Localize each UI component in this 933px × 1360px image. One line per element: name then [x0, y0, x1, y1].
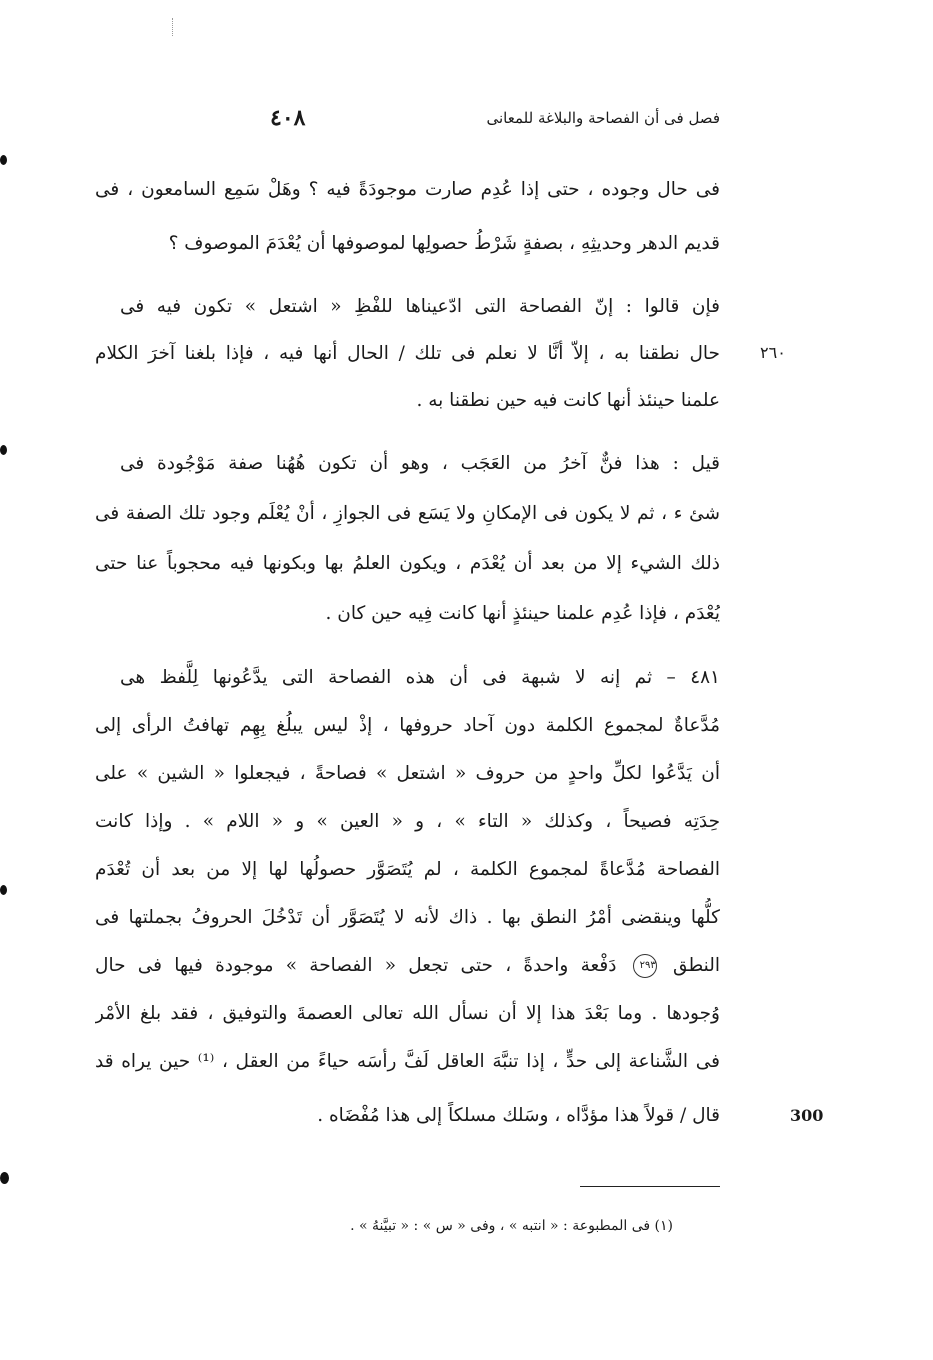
page-number: ٤٠٨: [270, 105, 306, 131]
scan-edge-mark: [0, 155, 7, 165]
scan-edge-mark: [0, 445, 7, 455]
margin-page-ref: 300: [790, 1106, 824, 1125]
footnote: (١) فى المطبوعة : « انتبه » ، وفى « س » : « تبيَّنهُ » .: [350, 1218, 673, 1234]
scan-edge-mark: [0, 885, 7, 895]
footnote-divider: [580, 1186, 720, 1187]
text-line: قيل : هذا فنٌّ آخرُ من العَجَب ، وهو أن تكون هُهُنا صفة مَوْجُودة فى: [120, 453, 720, 474]
text-line: فى الشَّناعة إلى حدٍّ ، إذا تنبَّهَ العاقل لَفَّ رأسَه حياءً من العقل ، ⁽¹⁾ حين يراه قد: [95, 1051, 720, 1072]
text-line: ٤٨١ – ثم إنه لا شبهة فى أن هذه الفصاحة التى يدَّعُونها لِلَّفظ هى: [120, 667, 720, 688]
line-prefix: النطق: [673, 955, 720, 976]
text-line: شئ ء ، ثم لا يكون فى الإمكانِ ولا يَسَع فى الجوازِ ، أنْ يُعْلَم وجود تلك الصفة فى: [95, 503, 720, 524]
text-line: الفصاحة مُدَّعاةً لمجموع الكلمة ، لم يُتَصَوَّر حصولُها لها إلا من بعد أن تُعْدَم: [95, 859, 720, 880]
running-title: فصل فى أن الفصاحة والبلاغة للمعانى: [486, 109, 720, 127]
text-line: كلُّها وينقضى أمْرُ النطق بها . ذاك لأنه لا يُتَصَوَّر أن تَدْخُلَ الحروفُ بجملتها فى: [95, 907, 720, 928]
text-line: حال نطقنا به ، إلاّ أنَّا لا نعلم فى تلك / الحال أنها فيه ، فإذا بلغنا آخرَ الكلام: [95, 343, 720, 364]
line-rest: دَفْعة واحدةً ، حتى تجعل « الفصاحة » موجودة فيها فى حال: [95, 955, 617, 976]
margin-section-ref: ٢٦٠: [760, 343, 786, 362]
text-line: ذلك الشيء إلا من بعد أن يُعْدَم ، ويكون العلمُ بها وبكونها فيه محجوباً عنا حتى: [95, 553, 720, 574]
text-line: حِدَتِه فصيحاً ، وكذلك « التاء » ، و « العين » و « اللام » . وإذا كانت: [95, 811, 720, 832]
text-line: أن يَدَّعُوا لكلِّ واحدٍ من حروف « اشتعل » فصاحةً ، فيجعلوا « الشين » على: [95, 763, 720, 784]
scan-edge-mark: [0, 1172, 9, 1184]
text-line: علمنا حينئذ أنها كانت فيه حين نطقنا به .: [416, 390, 720, 411]
text-line: فإن قالوا : إنّ الفصاحة التى ادّعيناها للفْظِ « اشتعل » تكون فيه فى: [120, 296, 720, 317]
text-line: قديم الدهر وحديثِهِ ، بصفةٍ شَرْطُ حصولِها لموصوفها أن يُعْدَمَ الموصوف ؟: [168, 233, 720, 254]
text-line: يُعْدَم ، فإذا عُدِم علمنا حينئذٍ أنها كانت فِيه حين كان .: [325, 603, 720, 624]
text-line: مُدَّعاةٌ لمجموع الكلمة دون آحاد حروفها ، إذْ ليس يبلُغ بِهِم تهافتُ الرأى إلى: [95, 715, 720, 736]
text-line: وُجودها . وما بَعْدَ هذا إلا أن نسأل الله تعالى العصمةَ والتوفيق ، فقد بلغ الأمْر: [95, 1003, 720, 1024]
scan-tick-mark: [172, 18, 174, 36]
page-header: [270, 100, 720, 136]
text-line: قال / قولاً هذا مؤدَّاه ، وسَلك مسلكاً إلى هذا مُفْضَاه .: [317, 1105, 720, 1126]
circled-reference: ٢٩٣: [633, 954, 657, 978]
text-line: فى حال وجوده ، حتى إذا عُدِم صارت موجودَةً فيه ؟ وهَلْ سَمِع السامعون ، فى: [95, 179, 720, 200]
text-line-with-ref: [95, 946, 720, 986]
